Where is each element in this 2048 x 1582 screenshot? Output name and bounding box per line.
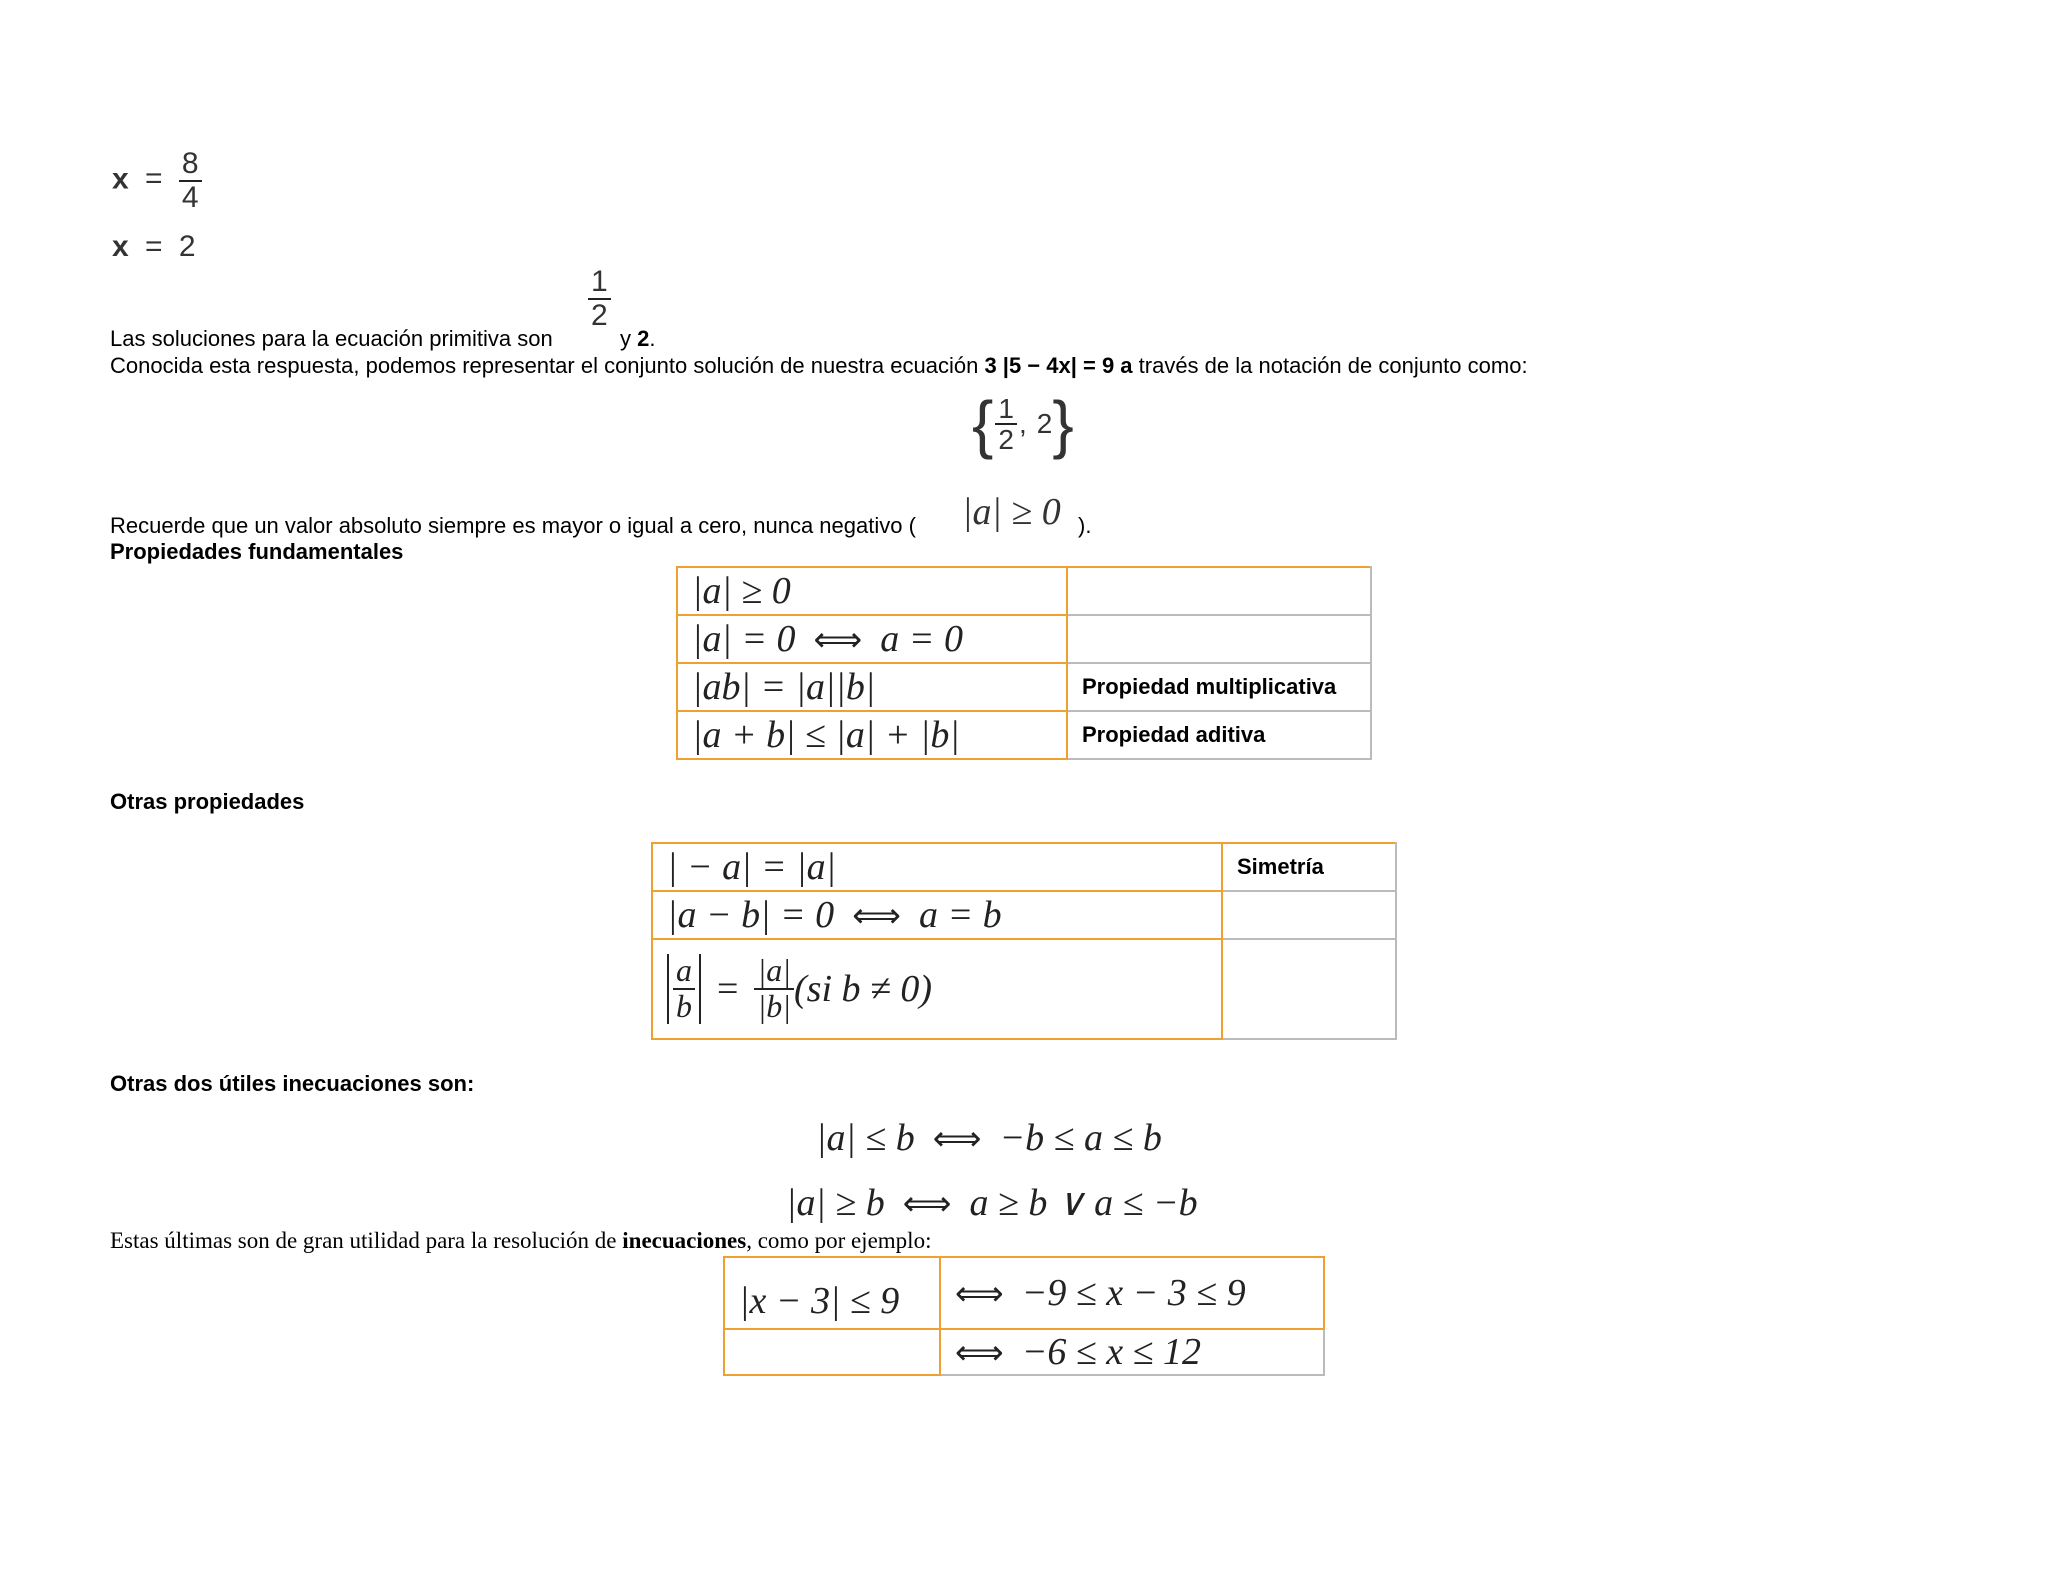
label-cell (1222, 891, 1396, 939)
solutions-sentence (110, 326, 553, 352)
example-table (723, 1256, 1325, 1376)
inequality-2 (786, 1180, 1198, 1225)
original-equation: 3 |5 − 4x| = 9 a (984, 353, 1133, 378)
formula-zero-right: a = 0 (880, 618, 963, 660)
formula-cell (677, 663, 1067, 711)
abs-quotient (667, 954, 701, 1023)
set-notation-text-before: Conocida esta respuesta, podemos representar el conjunto solución de nuestra ecuación (110, 353, 985, 378)
formula-difference-right: a = b (918, 894, 1002, 936)
formula-nonnegative: |a| ≥ 0 (692, 570, 791, 612)
section-title-fundamental: Propiedades fundamentales (110, 539, 404, 564)
property-label-additive: Propiedad aditiva (1082, 722, 1266, 747)
second-solution: 2 (637, 326, 650, 351)
formula-cell (677, 711, 1067, 759)
fraction-numerator: a (673, 954, 695, 990)
formula-cell (652, 843, 1222, 891)
equivalence-arrow: ⟺ (955, 1333, 1004, 1373)
formula-cell-quotient (652, 939, 1222, 1039)
set-notation-text-after: través de la notación de conjunto como: (1132, 353, 1528, 378)
label-cell (1222, 843, 1396, 891)
solution-fraction-half (588, 266, 611, 331)
fraction-denominator: b (676, 988, 692, 1024)
equivalence-arrow: ⟺ (955, 1274, 1004, 1314)
set-open-brace: { (972, 388, 994, 460)
section-title-other: Otras propiedades (110, 789, 305, 814)
inequality-right: a ≥ b ∨ a ≤ −b (969, 1182, 1198, 1224)
solutions-text: Las soluciones para la ecuación primitiva son (110, 326, 553, 351)
set-notation-sentence (110, 353, 1528, 379)
set-fraction-half (995, 394, 1017, 455)
equivalence-arrow: ⟺ (852, 896, 901, 936)
property-label-symmetry: Simetría (1237, 854, 1324, 879)
example-step-2 (940, 1329, 1324, 1375)
formula-multiplicative: |ab| = |a||b| (692, 666, 876, 708)
set-separator: , (1018, 408, 1027, 439)
formula-quotient (667, 954, 932, 1023)
fraction-denominator: 2 (591, 298, 608, 332)
value-2: 2 (178, 230, 196, 263)
set-second-element: 2 (1036, 408, 1053, 439)
solutions-connector: y (620, 326, 638, 351)
reminder-close: ). (1078, 513, 1092, 538)
formula-cell (652, 891, 1222, 939)
inequality-1 (816, 1116, 1162, 1160)
example-text-after: , como por ejemplo: (746, 1228, 932, 1253)
formula-zero-left: |a| = 0 (692, 618, 796, 660)
example-text-before: Estas últimas son de gran utilidad para la resolución de (110, 1228, 623, 1253)
equation-line-2 (112, 230, 196, 264)
equivalence-arrow: ⟺ (902, 1184, 952, 1224)
example-step-1 (940, 1257, 1324, 1329)
example-step-2-text: −6 ≤ x ≤ 12 (1021, 1331, 1201, 1373)
inequality-left: |a| ≤ b (816, 1117, 915, 1159)
reminder-sentence (110, 513, 916, 539)
condition: (si b ≠ 0) (794, 968, 933, 1010)
fraction-denominator: 2 (998, 424, 1014, 455)
reminder-formula: |a| ≥ 0 (962, 491, 1061, 533)
equals-sign: = (145, 230, 163, 263)
formula-additive: |a + b| ≤ |a| + |b| (692, 714, 960, 756)
fraction-numerator: |a| (754, 954, 794, 990)
inequality-left: |a| ≥ b (786, 1182, 885, 1224)
example-text-bold: inecuaciones (622, 1228, 747, 1253)
fundamental-properties-table (676, 566, 1372, 760)
formula-cell (677, 567, 1067, 615)
equals-sign: = (717, 968, 739, 1010)
quotient-of-abs (754, 954, 794, 1023)
example-left: |x − 3| ≤ 9 (739, 1280, 900, 1322)
fraction-8-4 (179, 148, 202, 213)
example-left-cell (724, 1257, 940, 1329)
example-sentence (110, 1228, 931, 1254)
fraction-denominator: |b| (757, 988, 792, 1024)
property-label-multiplicative: Propiedad multiplicativa (1082, 674, 1337, 699)
fraction-numerator: 8 (179, 148, 202, 182)
inequality-right: −b ≤ a ≤ b (999, 1117, 1162, 1159)
fraction-denominator: 4 (181, 180, 199, 214)
fraction-numerator: 1 (995, 394, 1017, 425)
variable-x: x (112, 162, 129, 196)
solutions-sentence-end (620, 326, 656, 352)
variable-x: x (112, 230, 129, 263)
label-cell (1067, 663, 1371, 711)
label-cell (1067, 711, 1371, 759)
label-cell (1067, 567, 1371, 615)
section-title-inequalities: Otras dos útiles inecuaciones son: (110, 1071, 475, 1096)
solution-set (972, 384, 1074, 464)
label-cell (1067, 615, 1371, 663)
equation-line-1 (112, 148, 202, 213)
fraction-numerator: 1 (588, 266, 611, 300)
example-empty-cell (724, 1329, 940, 1375)
reminder-text: Recuerde que un valor absoluto siempre es mayor o igual a cero, nunca negativo ( (110, 513, 916, 538)
formula-difference-left: |a − b| = 0 (667, 894, 835, 936)
period: . (649, 326, 656, 351)
formula-symmetry: | − a| = |a| (667, 846, 837, 888)
equivalence-arrow: ⟺ (932, 1119, 982, 1159)
example-step-1-text: −9 ≤ x − 3 ≤ 9 (1021, 1272, 1246, 1314)
equivalence-arrow: ⟺ (813, 620, 863, 660)
equals-sign: = (145, 162, 163, 196)
label-cell (1222, 939, 1396, 1039)
other-properties-table (651, 842, 1397, 1040)
formula-cell (677, 615, 1067, 663)
set-close-brace: } (1052, 388, 1074, 460)
